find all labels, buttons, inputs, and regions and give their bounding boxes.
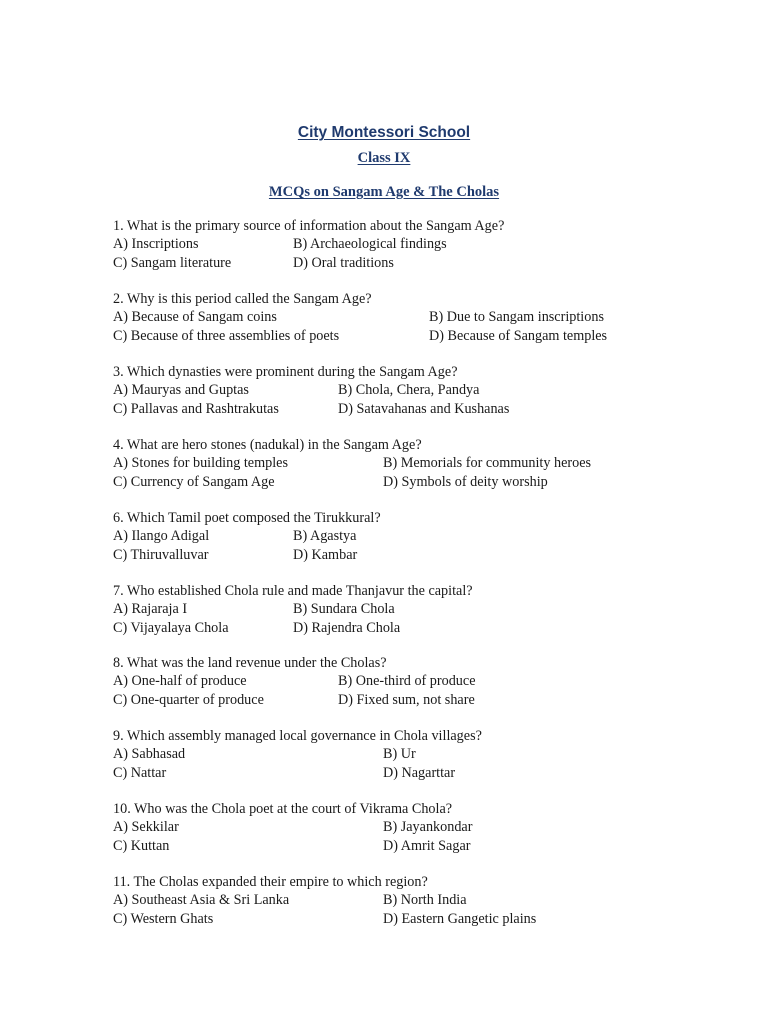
question-11 bbox=[113, 873, 753, 928]
option-b: B) North India bbox=[383, 892, 467, 909]
question-4 bbox=[113, 436, 753, 491]
option-c: C) One-quarter of produce bbox=[113, 691, 264, 708]
option-b: B) Sundara Chola bbox=[293, 601, 395, 618]
option-c: C) Because of three assemblies of poets bbox=[113, 327, 340, 344]
option-d: D) Satavahanas and Kushanas bbox=[338, 400, 510, 417]
option-c: C) Kuttan bbox=[113, 837, 170, 854]
question-10 bbox=[113, 800, 753, 855]
option-b: B) Agastya bbox=[293, 528, 357, 545]
question-7 bbox=[113, 582, 753, 637]
option-row bbox=[113, 308, 753, 326]
option-b: B) Chola, Chera, Pandya bbox=[338, 382, 480, 399]
option-d: D) Fixed sum, not share bbox=[338, 691, 475, 708]
option-row bbox=[113, 837, 753, 855]
option-c: C) Thiruvalluvar bbox=[113, 546, 209, 563]
question-9 bbox=[113, 727, 753, 782]
option-d: D) Oral traditions bbox=[293, 254, 394, 271]
option-a: A) Rajaraja I bbox=[113, 601, 188, 618]
option-row bbox=[113, 235, 753, 253]
question-text: 4. What are hero stones (nadukal) in the Sangam Age? bbox=[113, 437, 422, 453]
option-b: B) Jayankondar bbox=[383, 819, 473, 836]
option-d: D) Because of Sangam temples bbox=[429, 327, 608, 344]
option-row bbox=[113, 600, 753, 618]
option-d: D) Nagarttar bbox=[383, 764, 456, 781]
option-row bbox=[113, 454, 753, 472]
option-a: A) Sekkilar bbox=[113, 819, 179, 836]
option-row bbox=[113, 254, 753, 272]
option-row bbox=[113, 764, 753, 782]
option-row bbox=[113, 818, 753, 836]
option-a: A) Southeast Asia & Sri Lanka bbox=[113, 892, 290, 909]
option-row bbox=[113, 910, 753, 928]
option-c: C) Western Ghats bbox=[113, 910, 214, 927]
option-row bbox=[113, 891, 753, 909]
question-text: 3. Which dynasties were prominent during the Sangam Age? bbox=[113, 364, 458, 380]
question-3 bbox=[113, 363, 753, 418]
option-d: D) Symbols of deity worship bbox=[383, 473, 548, 490]
option-c: C) Vijayalaya Chola bbox=[113, 619, 229, 636]
question-1 bbox=[113, 217, 753, 272]
question-text: 8. What was the land revenue under the Cholas? bbox=[113, 655, 387, 671]
option-row bbox=[113, 473, 753, 491]
option-row bbox=[113, 745, 753, 763]
option-a: A) Inscriptions bbox=[113, 236, 199, 253]
question-8 bbox=[113, 654, 753, 709]
option-a: A) Ilango Adigal bbox=[113, 528, 210, 545]
option-d: D) Eastern Gangetic plains bbox=[383, 910, 537, 927]
question-text: 1. What is the primary source of information about the Sangam Age? bbox=[113, 218, 505, 234]
worksheet-title: MCQs on Sangam Age & The Cholas bbox=[268, 184, 500, 200]
option-row bbox=[113, 619, 753, 637]
option-d: D) Kambar bbox=[293, 546, 358, 563]
option-a: A) Stones for building temples bbox=[113, 455, 288, 472]
question-text: 9. Which assembly managed local governance in Chola villages? bbox=[113, 728, 482, 744]
option-b: B) Memorials for community heroes bbox=[383, 455, 592, 472]
option-row bbox=[113, 327, 753, 345]
class-name: Class IX bbox=[357, 150, 411, 166]
question-2 bbox=[113, 290, 753, 345]
option-b: B) Due to Sangam inscriptions bbox=[429, 309, 604, 326]
option-row bbox=[113, 672, 753, 690]
option-row bbox=[113, 381, 753, 399]
option-row bbox=[113, 546, 753, 564]
option-row bbox=[113, 691, 753, 709]
option-a: A) Sabhasad bbox=[113, 746, 186, 763]
option-a: A) Mauryas and Guptas bbox=[113, 382, 249, 399]
option-c: C) Pallavas and Rashtrakutas bbox=[113, 400, 279, 417]
question-text: 10. Who was the Chola poet at the court of Vikrama Chola? bbox=[113, 801, 453, 817]
question-text: 7. Who established Chola rule and made Thanjavur the capital? bbox=[113, 583, 473, 599]
question-text: 2. Why is this period called the Sangam Age? bbox=[113, 291, 372, 307]
option-c: C) Nattar bbox=[113, 764, 167, 781]
question-text: 11. The Cholas expanded their empire to which region? bbox=[113, 874, 428, 890]
option-b: B) Archaeological findings bbox=[293, 236, 447, 253]
question-6 bbox=[113, 509, 753, 564]
school-name: City Montessori School bbox=[297, 124, 471, 141]
option-a: A) One-half of produce bbox=[113, 673, 247, 690]
option-b: B) One-third of produce bbox=[338, 673, 476, 690]
option-c: C) Currency of Sangam Age bbox=[113, 473, 275, 490]
option-d: D) Amrit Sagar bbox=[383, 837, 471, 854]
option-d: D) Rajendra Chola bbox=[293, 619, 401, 636]
option-c: C) Sangam literature bbox=[113, 254, 232, 271]
question-text: 6. Which Tamil poet composed the Tirukkural? bbox=[113, 510, 381, 526]
option-a: A) Because of Sangam coins bbox=[113, 309, 277, 326]
option-row bbox=[113, 400, 753, 418]
option-b: B) Ur bbox=[383, 746, 416, 763]
option-row bbox=[113, 527, 753, 545]
